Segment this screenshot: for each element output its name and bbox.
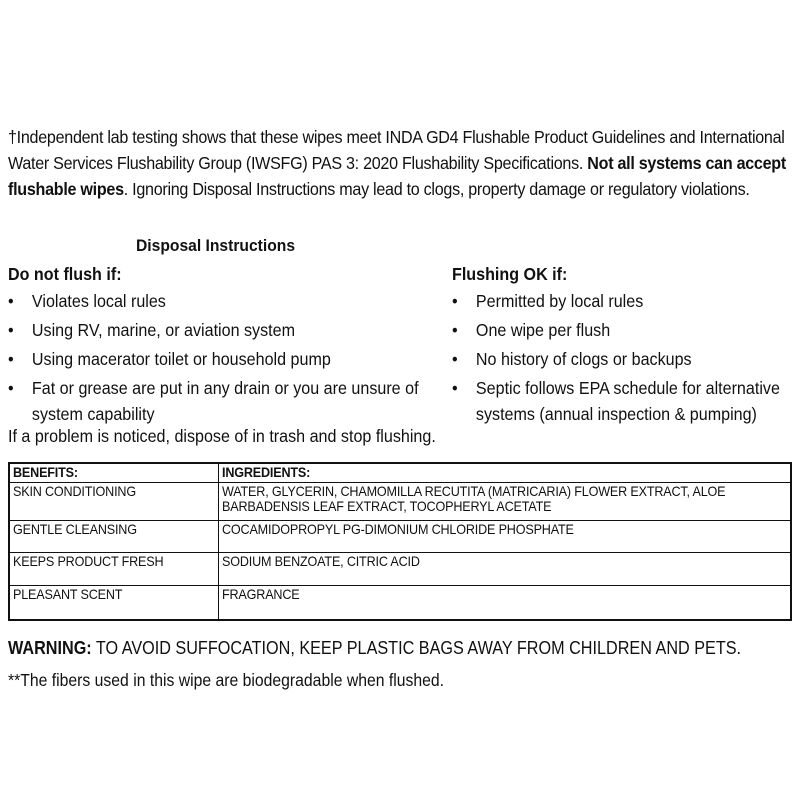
table-row (9, 483, 791, 521)
list-item (8, 346, 440, 372)
flushing-ok-heading: Flushing OK if: (452, 264, 568, 284)
problem-note: If a problem is noticed, dispose of in trash and stop flushing. (8, 426, 436, 446)
bullet-icon: • (8, 320, 14, 340)
do-not-flush-list (8, 288, 440, 427)
list-item (452, 288, 792, 314)
list-item-text: No history of clogs or backups (475, 349, 692, 369)
list-item (8, 288, 440, 314)
flushing-ok-column (452, 260, 792, 430)
warning-label: WARNING: (8, 638, 92, 658)
benefit-cell: PLEASANT SCENT (9, 586, 219, 620)
intro-text-2: . Ignoring Disposal Instructions may lead to clogs, property damage or regulatory violations. (123, 179, 750, 199)
list-item (452, 375, 792, 427)
intro-paragraph (8, 124, 792, 202)
bullet-icon: • (8, 378, 14, 398)
table-row (9, 586, 791, 620)
list-item (8, 317, 440, 343)
list-item-text: Violates local rules (31, 291, 166, 311)
warning-text: TO AVOID SUFFOCATION, KEEP PLASTIC BAGS AWAY FROM CHILDREN AND PETS. (91, 638, 742, 658)
bullet-icon: • (452, 349, 458, 369)
ingredient-cell: COCAMIDOPROPYL PG-DIMONIUM CHLORIDE PHOSPHATE (219, 521, 792, 553)
table-row (9, 521, 791, 553)
warning-statement (8, 638, 741, 659)
list-item-text: Fat or grease are put in any drain or you are unsure of system capability (31, 378, 419, 424)
bullet-icon: • (8, 349, 14, 369)
bullet-icon: • (8, 291, 14, 311)
disposal-title: Disposal Instructions (136, 236, 296, 255)
list-item-text: Using macerator toilet or household pump (31, 349, 331, 369)
table-header-row (9, 463, 791, 483)
bullet-icon: • (452, 291, 458, 311)
ingredients-header: INGREDIENTS: (219, 463, 792, 483)
list-item-text: Permitted by local rules (475, 291, 644, 311)
do-not-flush-heading: Do not flush if: (8, 264, 122, 284)
list-item (452, 346, 792, 372)
bullet-icon: • (452, 378, 458, 398)
list-item-text: Using RV, marine, or aviation system (31, 320, 296, 340)
benefits-ingredients-table (8, 462, 792, 621)
table-row (9, 553, 791, 586)
fibers-note: **The fibers used in this wipe are biodegradable when flushed. (8, 670, 445, 690)
label-panel (8, 124, 792, 690)
benefit-cell: SKIN CONDITIONING (9, 483, 219, 521)
ingredient-cell: SODIUM BENZOATE, CITRIC ACID (219, 553, 792, 586)
benefit-cell: KEEPS PRODUCT FRESH (9, 553, 219, 586)
bullet-icon: • (452, 320, 458, 340)
list-item-text: One wipe per flush (475, 320, 611, 340)
flushing-ok-list (452, 288, 792, 427)
intro-text-1: †Independent lab testing shows that these wipes meet INDA GD4 Flushable Product Guidelines and International Water Services Flushability Group (IWSFG) PAS 3: 2020 Flushability Specifications. (8, 127, 785, 173)
do-not-flush-column (8, 260, 440, 430)
benefits-header: BENEFITS: (9, 463, 219, 483)
intro-bold-text: Not all systems can accept flushable wipes (8, 153, 786, 199)
benefit-cell: GENTLE CLEANSING (9, 521, 219, 553)
list-item (8, 375, 440, 427)
ingredient-cell: FRAGRANCE (219, 586, 792, 620)
ingredient-cell: WATER, GLYCERIN, CHAMOMILLA RECUTITA (MATRICARIA) FLOWER EXTRACT, ALOE BARBADENSIS LEAF EXTRACT, TOCOPHERYL ACETATE (219, 483, 792, 521)
list-item (452, 317, 792, 343)
list-item-text: Septic follows EPA schedule for alternative systems (annual inspection & pumping) (475, 378, 780, 424)
